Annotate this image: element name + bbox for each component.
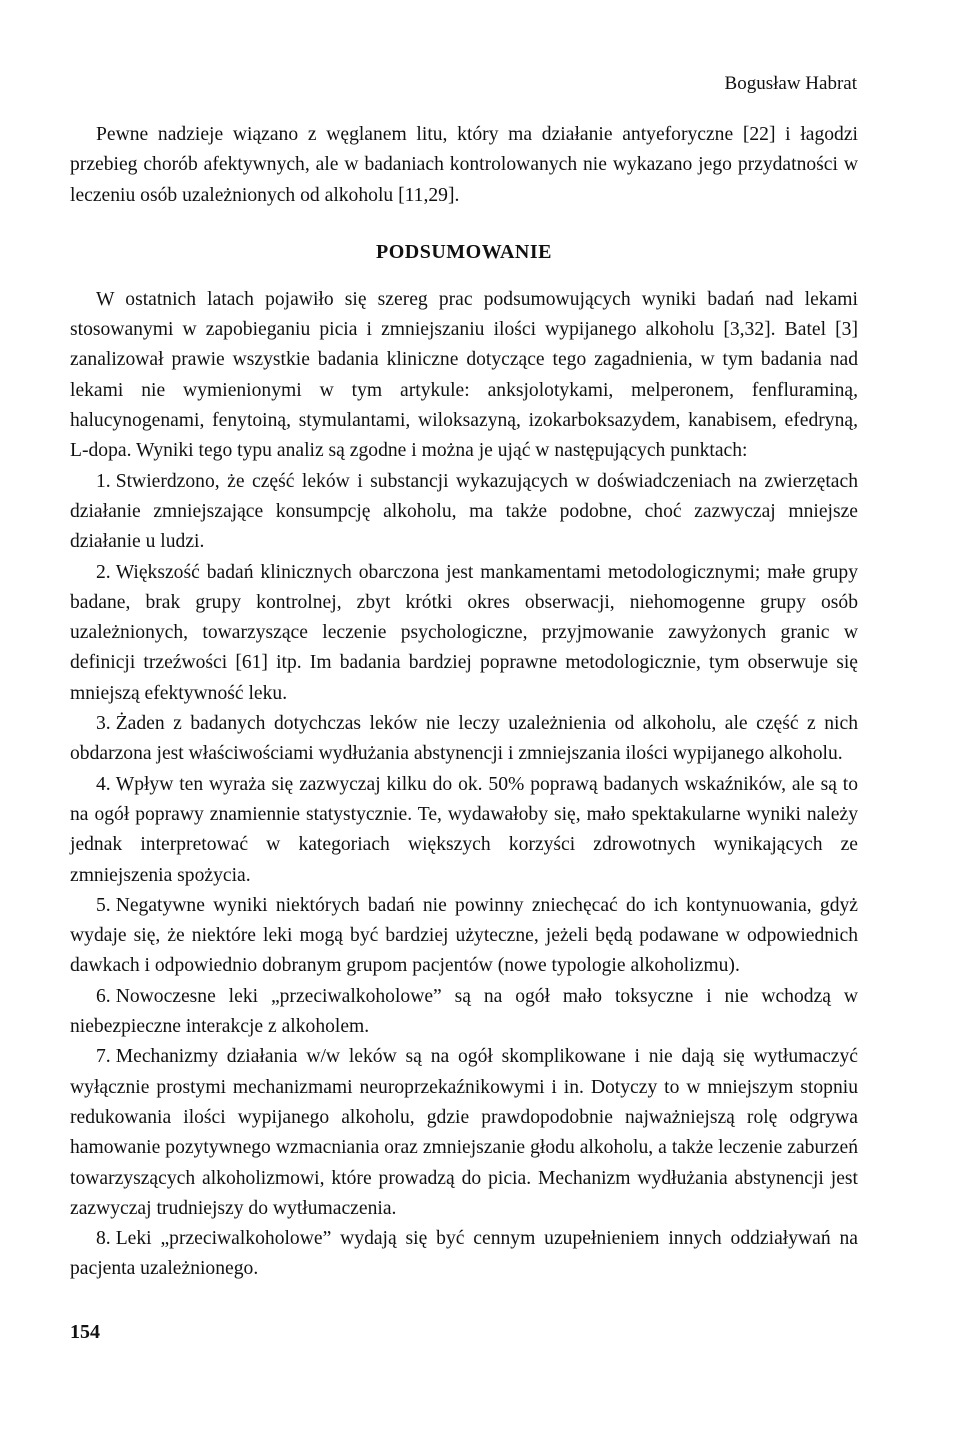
list-item <box>70 770 858 891</box>
list-item-number: 3. <box>96 713 111 735</box>
list-item-number: 5. <box>96 894 111 916</box>
list-item <box>70 467 858 558</box>
list-item <box>70 558 858 709</box>
list-item-text: Negatywne wyniki niektórych badań nie powinny zniechęcać do ich kontynuowania, gdyż wydaje się, że niektóre leki mogą być bardziej użyteczne, jeżeli będą podawane w odpowiednich dawkach i odpowiednio dobranym grupom pacjentów (nowe typologie alkoholizmu). <box>70 894 858 977</box>
list-item <box>70 1042 858 1224</box>
list-item <box>70 709 858 770</box>
list-item-text: Mechanizmy działania w/w leków są na ogół skomplikowane i nie dają się wytłumaczyć wyłącznie prostymi mechanizmami neuroprzekaźnikowymi i in. Dotyczy to w mniejszym stopniu redukowania ilości wypijanego alkoholu, gdzie prawdopodobnie najważniejszą rolę odgrywa hamowanie pozytywnego wzmacniania oraz zmniejszanie głodu alkoholu, a także leczenie zaburzeń towarzyszących alkoholizmowi, które prowadzą do picia. Mechanizm wydłużania abstynencji jest zazwyczaj trudniejszy do wytłumaczenia. <box>70 1046 858 1219</box>
list-item-number: 4. <box>96 773 111 795</box>
list-item-text: Wpływ ten wyraża się zazwyczaj kilku do ok. 50% poprawą badanych wskaźników, ale są to na ogół poprawy znamiennie statystycznie. Te, wydawałoby się, mało spektakularne wyniki należy jednak interpretować w kategoriach większych korzyści zdrowotnych wynikających ze zmniejszenia spożycia. <box>70 773 858 886</box>
list-item-number: 6. <box>96 985 111 1007</box>
list-item <box>70 891 858 982</box>
list-item-text: Większość badań klinicznych obarczona jest mankamentami metodologicznymi; małe grupy badane, brak grupy kontrolnej, zbyt krótki okres obserwacji, niehomogenne grupy osób uzależnionych, towarzyszące leczenie psychologiczne, przyjmowanie zawyżonych granic w definicji trzeźwości [61] itp. Im badania bardziej poprawne metodologicznie, tym obserwuje się mniejszą efektywność leku. <box>70 561 858 704</box>
summary-points-list <box>70 467 858 1285</box>
running-head-author: Bogusław Habrat <box>724 73 857 94</box>
list-item-text: Stwierdzono, że część leków i substancji wykazujących w doświadczeniach na zwierzętach działanie zmniejszające konsumpcję alkoholu, ma także podobne, choć zazwyczaj mniejsze działanie u ludzi. <box>70 470 858 553</box>
section-heading: PODSUMOWANIE <box>375 240 552 263</box>
list-item <box>70 1224 858 1285</box>
summary-paragraph: W ostatnich latach pojawiło się szereg prac podsumowujących wyniki badań nad lekami stosowanymi w zapobieganiu picia i zmniejszaniu ilości wypijanego alkoholu [3,32]. Batel [3] zanalizował prawie wszystkie badania kliniczne dotyczące tego zagadnienia, w tym badania nad lekami nie wymienionymi w tym artykule: anksjolotykami, melperonem, fenfluraminą, halucynogenami, fenytoiną, stymulantami, wiloksazyną, izokarboksazydem, kanabisem, efedryną, L-dopa. Wyniki tego typu analiz są zgodne i można je ująć w następujących punktach: <box>70 288 858 462</box>
list-item-number: 2. <box>96 561 111 583</box>
list-item-text: Żaden z badanych dotychczas leków nie leczy uzależnienia od alkoholu, ale część z nich obdarzona jest właściwościami wydłużania abstynencji i zmniejszania ilości wypijanego alkoholu. <box>70 713 858 765</box>
list-item-number: 7. <box>96 1046 111 1068</box>
list-item-number: 1. <box>96 470 111 492</box>
list-item-text: Leki „przeciwalkoholowe” wydają się być cennym uzupełnieniem innych oddziaływań na pacjenta uzależnionego. <box>70 1228 858 1280</box>
list-item-text: Nowoczesne leki „przeciwalkoholowe” są na ogół mało toksyczne i nie wchodzą w niebezpieczne interakcje z alkoholem. <box>70 985 858 1038</box>
list-item <box>70 982 858 1043</box>
page-number: 154 <box>70 1321 100 1343</box>
main-text <box>70 120 858 1285</box>
list-item-number: 8. <box>96 1228 111 1250</box>
intro-paragraph: Pewne nadzieje wiązano z węglanem litu, który ma działanie antyeforyczne [22] i łagodzi przebieg chorób afektywnych, ale w badaniach kontrolowanych nie wykazano jego przydatności w leczeniu osób uzależnionych od alkoholu [11,29]. <box>70 124 858 206</box>
